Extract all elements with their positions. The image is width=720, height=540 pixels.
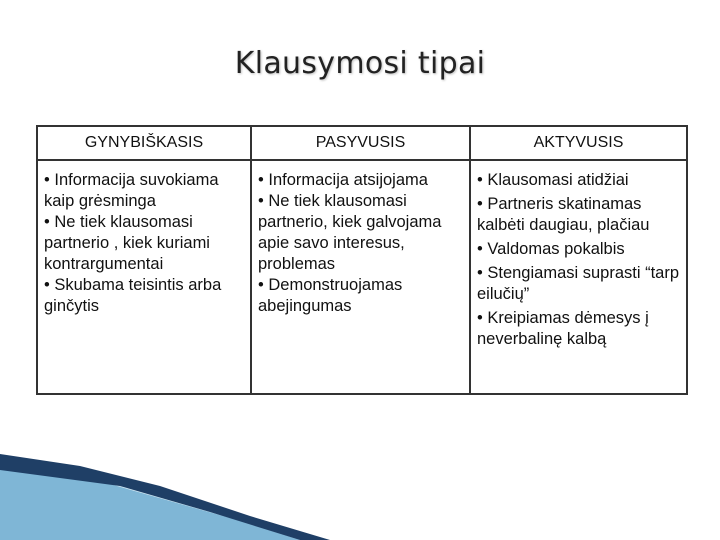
defensive-cell [37,160,251,394]
list-item: • Klausomasi atidžiai [477,171,629,189]
list-item: • Informacija suvokiama kaip grėsminga [44,171,219,210]
list-item: • Skubama teisintis arba ginčytis [44,276,222,315]
header-passive: PASYVUSIS [251,126,470,160]
list-item: • Partneris skatinamas kalbėti daugiau, plačiau [477,195,650,234]
list-item: • Informacija atsijojama [258,171,428,189]
list-item: • Kreipiamas dėmesys į neverbalinę kalbą [477,309,649,348]
list-item: • Stengiamasi suprasti “tarp eilučių” [477,264,680,303]
list-item: • Ne tiek klausomasi partnerio , kiek kuriami kontrargumentai [44,213,210,273]
header-active: AKTYVUSIS [470,126,687,160]
active-cell [470,160,687,394]
decorative-wave-graphic [0,440,720,540]
list-item: • Demonstruojamas abejingumas [258,276,403,315]
table-body-row [37,160,687,394]
list-item: • Ne tiek klausomasi partnerio, kiek galvojama apie savo interesus, problemas [258,192,442,273]
header-defensive: GYNYBIŠKASIS [37,126,251,160]
slide-title: Klausymosi tipai [234,46,486,81]
wave-mid-band [0,466,300,540]
list-item: • Valdomas pokalbis [477,240,625,258]
table-header-row [37,126,687,160]
passive-cell [251,160,470,394]
listening-types-table [36,125,688,395]
